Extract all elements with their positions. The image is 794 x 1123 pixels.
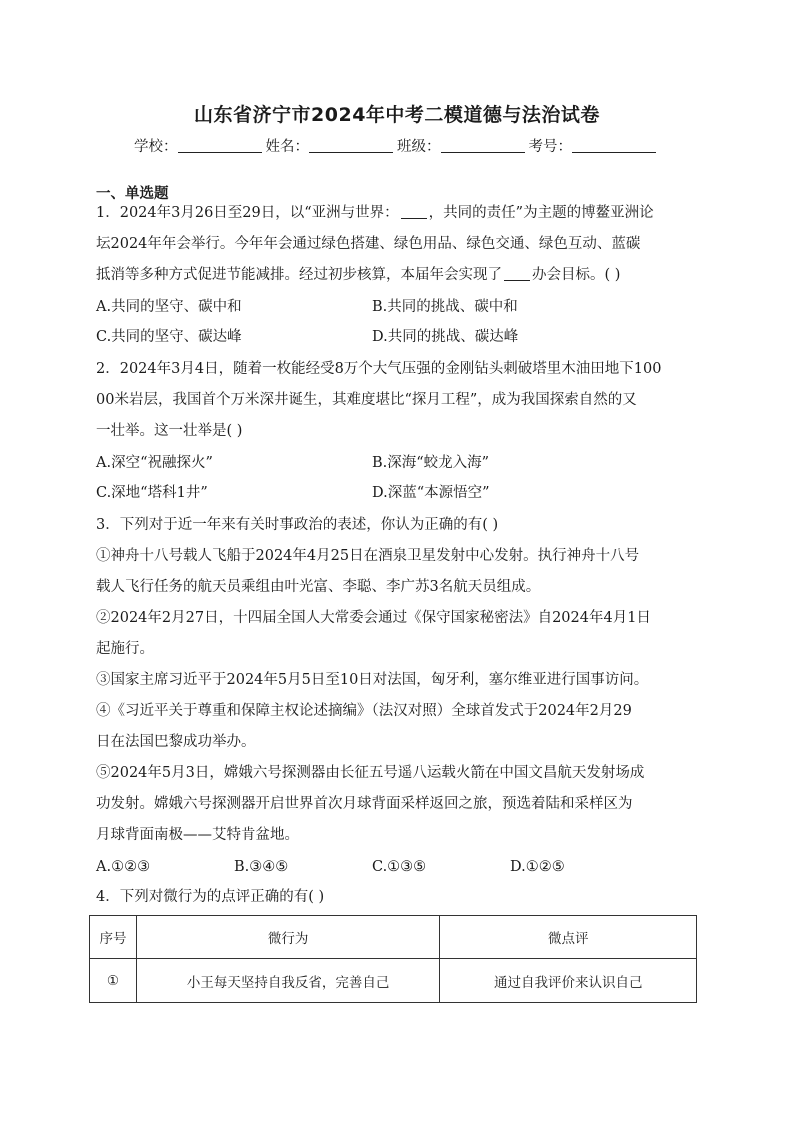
question-2 (96, 354, 698, 447)
question-line: ②2024年2月27日，十四届全国人大常委会通过《保守国家秘密法》自2024年4月1日 (96, 610, 651, 626)
table-header-row (90, 916, 697, 959)
name-blank[interactable] (309, 138, 393, 153)
q2-option-c[interactable]: C.深地“塔科1井” (96, 485, 208, 501)
q1-option-a[interactable]: A.共同的坚守、碳中和 (96, 299, 242, 315)
question-line: ③国家主席习近平于2024年5月5日至10日对法国，匈牙利，塞尔维亚进行国事访问。 (96, 672, 649, 688)
school-blank[interactable] (178, 138, 262, 153)
question-line: 4．下列对微行为的点评正确的有( ) (96, 889, 325, 905)
q1-option-b[interactable]: B.共同的挑战、碳中和 (372, 299, 518, 315)
q3-option-a[interactable]: A.①②③ (96, 859, 151, 875)
q1-option-c[interactable]: C.共同的坚守、碳达峰 (96, 329, 242, 345)
question-line: 坛2024年年会举行。今年年会通过绿色搭建、绿色用品、绿色交通、绿色互动、蓝碳 (96, 236, 641, 252)
answer-blank (504, 266, 530, 281)
question-line: 载人飞行任务的航天员乘组由叶光富、李聪、李广苏3名航天员组成。 (96, 579, 541, 595)
class-blank[interactable] (441, 138, 525, 153)
column-header: 微点评 (440, 916, 697, 959)
school-label: 学校： (134, 139, 178, 155)
q3-option-d[interactable]: D.①②⑤ (510, 859, 565, 875)
question-line: 一壮举。这一壮举是( ) (96, 423, 243, 439)
class-label: 班级： (397, 139, 441, 155)
question-line: 1．2024年3月26日至29日，以“亚洲与世界： ，共同的责任”为主题的博鳌亚洲论 (96, 205, 654, 221)
column-header: 序号 (90, 916, 137, 959)
q3-option-b[interactable]: B.③④⑤ (234, 859, 289, 875)
table-cell: 通过自我评价来认识自己 (440, 959, 697, 1003)
question-3 (96, 510, 698, 851)
q2-option-d[interactable]: D.深蓝“本源悟空” (372, 485, 490, 501)
q2-option-b[interactable]: B.深海“蛟龙入海” (372, 455, 490, 471)
question-1 (96, 198, 698, 291)
question-line: ⑤2024年5月3日，嫦娥六号探测器由长征五号遥八运载火箭在中国文昌航天发射场成 (96, 765, 645, 781)
question-line: 抵消等多种方式促进节能减排。经过初步核算，本届年会实现了 办会目标。( ) (96, 267, 621, 283)
question-line: 功发射。嫦娥六号探测器开启世界首次月球背面采样返回之旅，预选着陆和采样区为 (96, 796, 633, 812)
column-header: 微行为 (136, 916, 439, 959)
exam-title: 山东省济宁市2024年中考二模道德与法治试卷 (194, 104, 600, 126)
q2-option-a[interactable]: A.深空“祝融探火” (96, 455, 213, 471)
number-label: 考号： (528, 139, 572, 155)
question-line: 00米岩层，我国首个万米深井诞生，其难度堪比“探月工程”，成为我国探索自然的又 (96, 392, 637, 408)
q3-option-c[interactable]: C.①③⑤ (372, 859, 427, 875)
q1-option-d[interactable]: D.共同的挑战、碳达峰 (372, 329, 519, 345)
question-line: 起施行。 (96, 641, 154, 657)
question-line: ①神舟十八号载人飞船于2024年4月25日在酒泉卫星发射中心发射。执行神舟十八号 (96, 548, 640, 564)
section-heading: 一、单选题 (96, 186, 169, 202)
question-4 (96, 882, 698, 913)
micro-behavior-table (89, 915, 697, 1003)
table-cell: 小王每天坚持自我反省，完善自己 (136, 959, 439, 1003)
question-line: 日在法国巴黎成功举办。 (96, 734, 256, 750)
question-line: 月球背面南极——艾特肯盆地。 (96, 827, 299, 843)
name-label: 姓名： (265, 139, 309, 155)
table-row (90, 959, 697, 1003)
student-info-row (0, 135, 794, 156)
question-line: 3．下列对于近一年来有关时事政治的表述，你认为正确的有( ) (96, 517, 499, 533)
question-line: ④《习近平关于尊重和保障主权论述摘编》（法汉对照）全球首发式于2024年2月29 (96, 703, 632, 719)
answer-blank (401, 204, 427, 219)
question-line: 2．2024年3月4日，随着一枚能经受8万个大气压强的金刚钻头刺破塔里木油田地下100 (96, 361, 662, 377)
number-blank[interactable] (572, 138, 656, 153)
table-cell: ① (90, 959, 137, 1003)
